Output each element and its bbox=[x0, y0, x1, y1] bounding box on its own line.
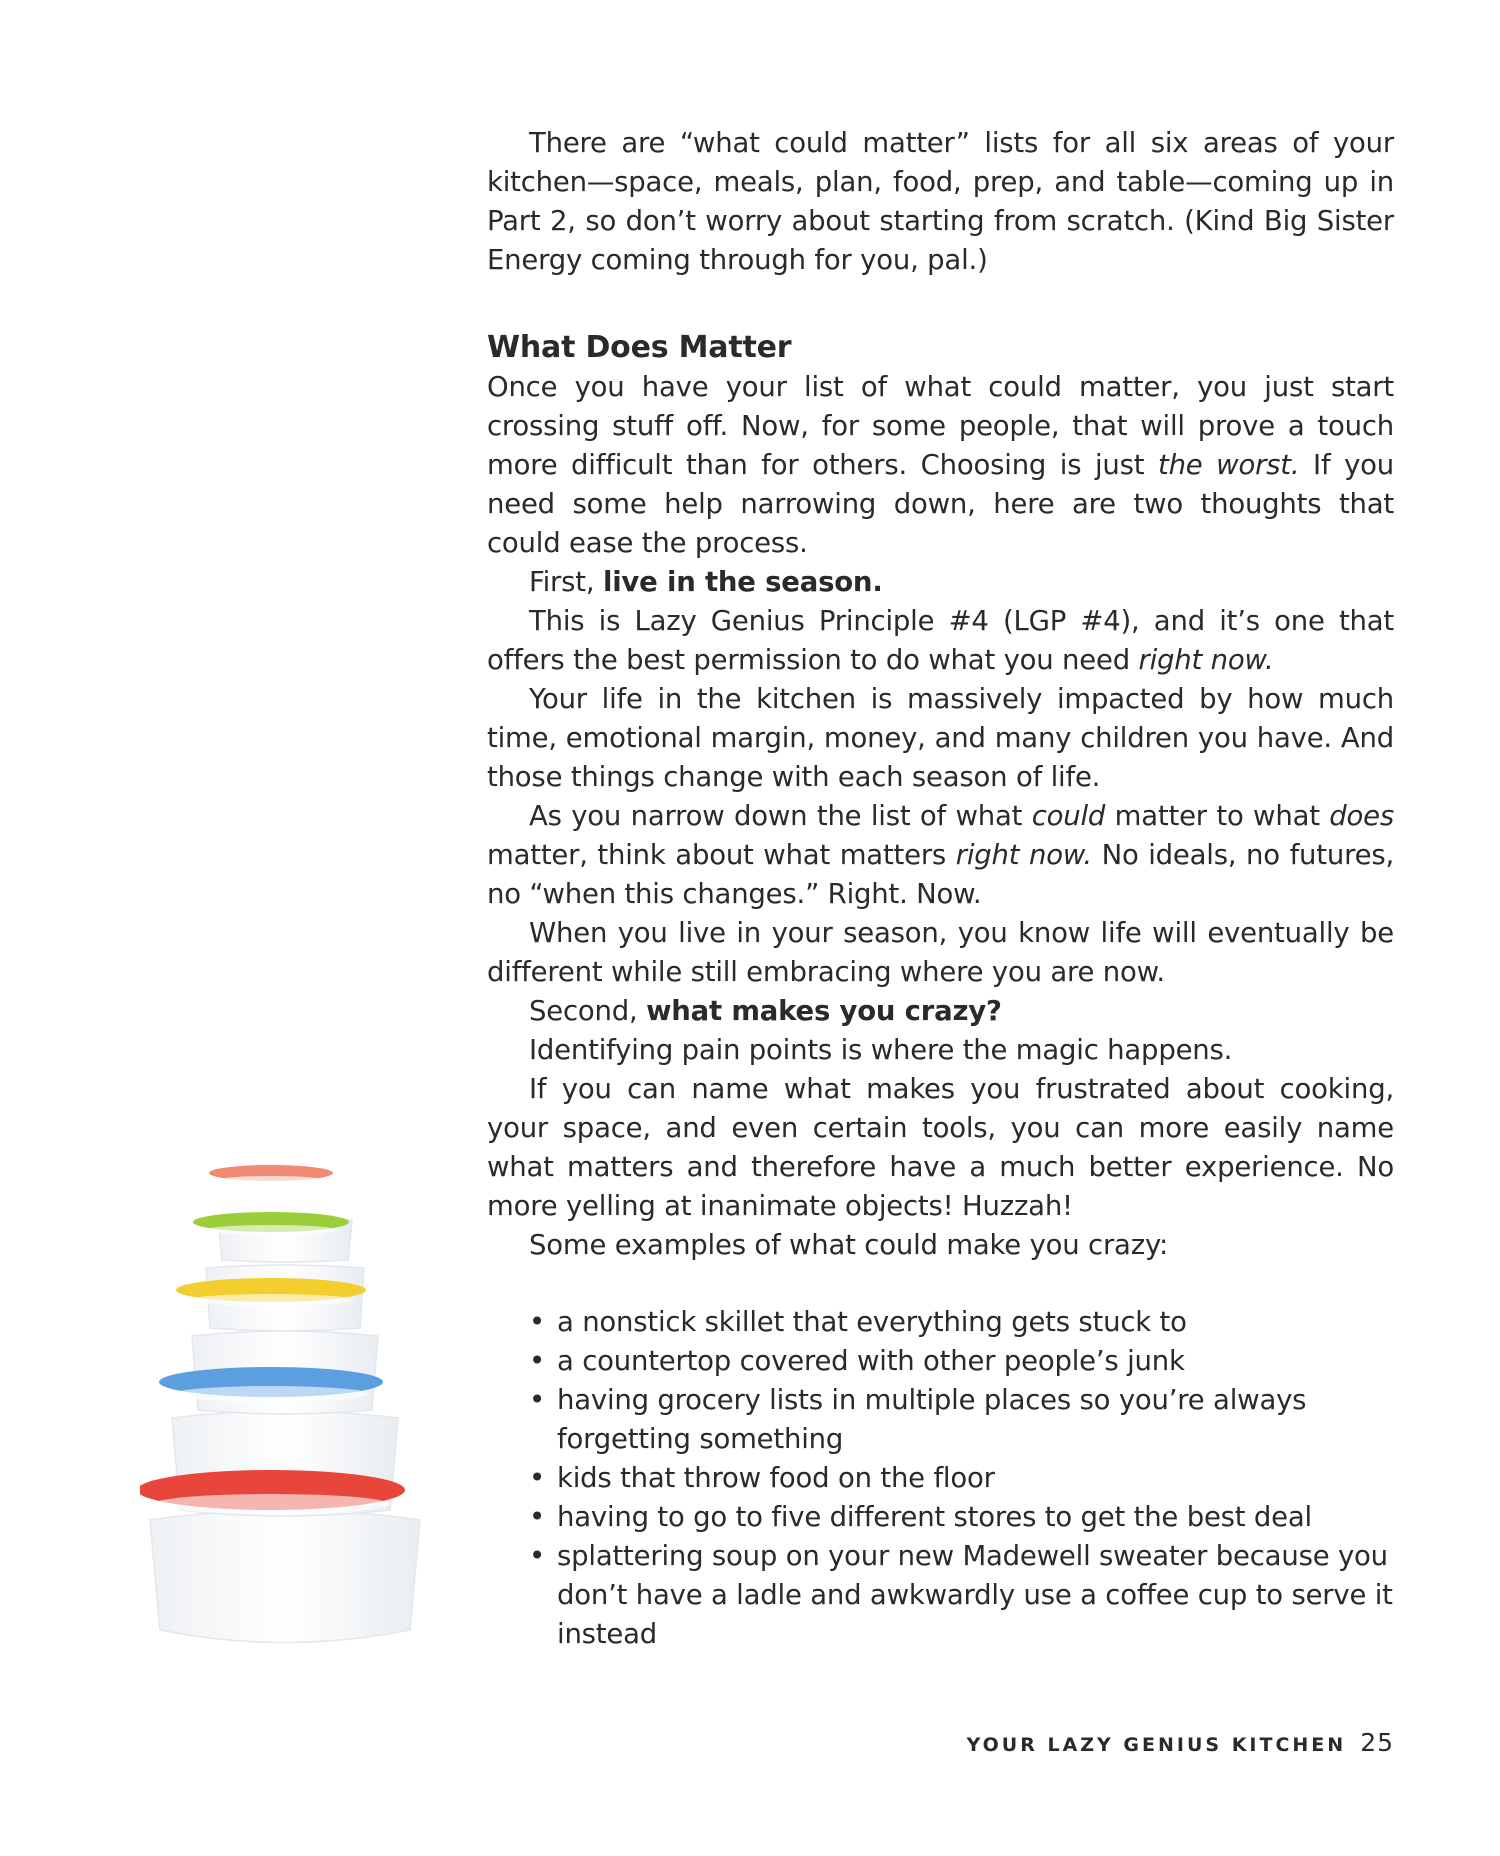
page-number: 25 bbox=[1360, 1728, 1394, 1757]
rim-highlight bbox=[153, 1494, 389, 1514]
rim-highlight bbox=[205, 1225, 337, 1235]
intro-paragraph: There are “what could matter” lists for all six areas of your kitchen—space, meals, plan, food, prep, and table—coming up in Part 2, so don’t worry about starting from scratch. (Kind Big Sister Energy coming through for you, pal.) bbox=[487, 127, 1394, 276]
rim-highlight bbox=[189, 1294, 353, 1306]
paragraph: First, live in the season. bbox=[529, 566, 883, 598]
page-footer bbox=[967, 1728, 1394, 1757]
paragraph: Once you have your list of what could matter, you just start crossing stuff off. Now, for some people, that will prove a touch more difficult than for others. Choosing is just the worst. If you need some help narrowing down, here are two thoughts that could ease the process. bbox=[487, 371, 1394, 559]
running-title: YOUR LAZY GENIUS KITCHEN bbox=[966, 1734, 1347, 1756]
list-item: • having grocery lists in multiple places so you’re always forgetting something bbox=[529, 1381, 1394, 1459]
body-text-column bbox=[487, 124, 1394, 1654]
list-item: • having to go to five different stores to get the best deal bbox=[529, 1498, 1394, 1537]
paragraph: This is Lazy Genius Principle #4 (LGP #4), and it’s one that offers the best permission to do what you need right now. bbox=[487, 605, 1394, 676]
list-item: • splattering soup on your new Madewell sweater because you don’t have a ladle and awkwardly use a coffee cup to serve it instead bbox=[529, 1537, 1394, 1654]
paragraph: If you can name what makes you frustrated about cooking, your space, and even certain tools, you can more easily name what matters and therefore have a much better experience. No more yelling at inanimate objects! Huzzah! bbox=[487, 1073, 1394, 1222]
section-heading: What Does Matter bbox=[487, 330, 792, 365]
paragraph: Second, what makes you crazy? bbox=[529, 995, 1002, 1027]
examples-list bbox=[487, 1303, 1394, 1654]
list-item: • a nonstick skillet that everything gets stuck to bbox=[529, 1303, 1394, 1342]
paragraph: As you narrow down the list of what could matter to what does matter, think about what matters right now. No ideals, no futures, no “when this changes.” Right. Now. bbox=[487, 800, 1394, 910]
paragraph: Your life in the kitchen is massively impacted by how much time, emotional margin, money, and many children you have. And those things change with each season of life. bbox=[487, 683, 1394, 793]
stacked-containers-illustration bbox=[140, 1160, 430, 1660]
list-item: • kids that throw food on the floor bbox=[529, 1459, 1394, 1498]
paragraph: Identifying pain points is where the magic happens. bbox=[529, 1034, 1233, 1066]
paragraph: When you live in your season, you know life will eventually be different while still embracing where you are now. bbox=[487, 917, 1394, 988]
paragraph: Some examples of what could make you crazy: bbox=[529, 1229, 1169, 1261]
rim-highlight bbox=[219, 1176, 323, 1184]
container-body bbox=[150, 1510, 420, 1643]
rim-highlight bbox=[173, 1386, 369, 1402]
list-item: • a countertop covered with other people’s junk bbox=[529, 1342, 1394, 1381]
